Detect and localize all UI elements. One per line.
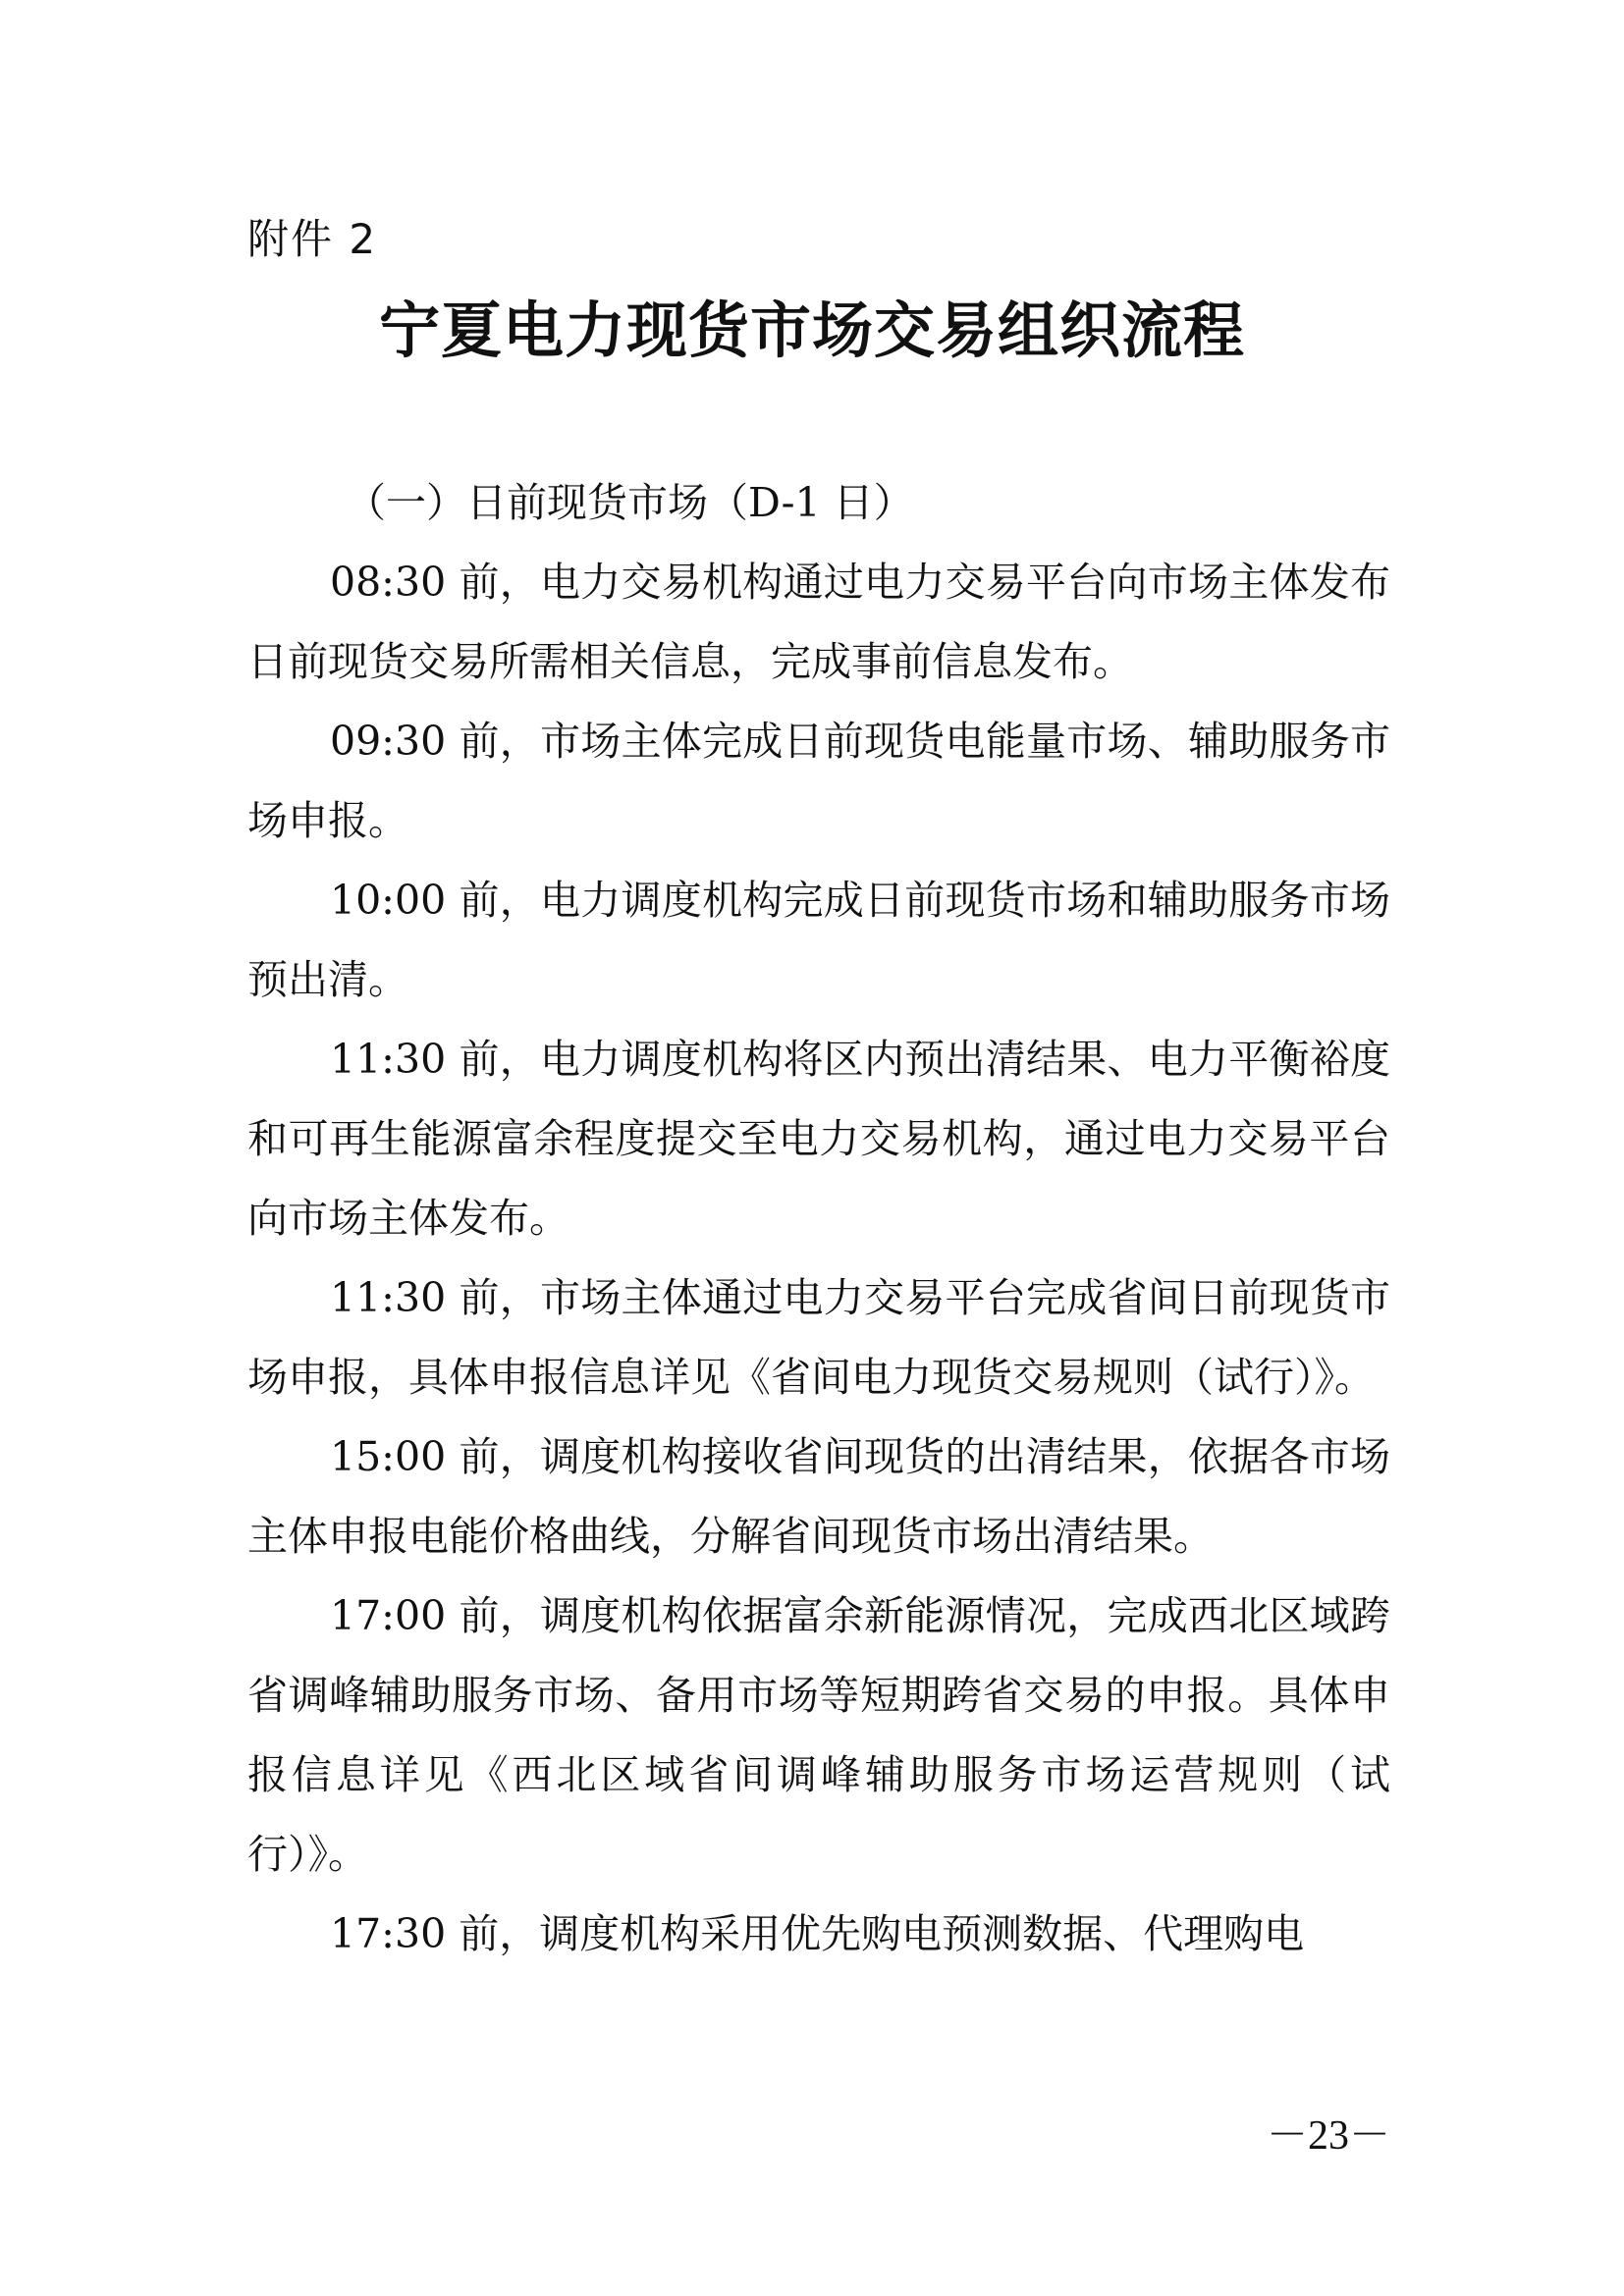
document-body xyxy=(247,463,1390,1974)
paragraph: 11:30 前，市场主体通过电力交易平台完成省间日前现货市场申报，具体申报信息详见《省间电力现货交易规则（试行）》。 xyxy=(247,1274,1390,1401)
paragraph: 09:30 前，市场主体完成日前现货电能量市场、辅助服务市场申报。 xyxy=(247,718,1390,844)
paragraph: 15:00 前，调度机构接收省间现货的出清结果，依据各市场主体申报电能价格曲线，分解省间现货市场出清结果。 xyxy=(247,1433,1390,1560)
document-title: 宁夏电力现货市场交易组织流程 xyxy=(378,294,1245,366)
page-number: －23－ xyxy=(1267,2113,1391,2159)
paragraph: 08:30 前，电力交易机构通过电力交易平台向市场主体发布日前现货交易所需相关信息，完成事前信息发布。 xyxy=(247,559,1390,685)
attachment-label: 附件 2 xyxy=(247,215,378,263)
paragraph: 10:00 前，电力调度机构完成日前现货市场和辅助服务市场预出清。 xyxy=(247,877,1390,1003)
paragraph: 17:00 前，调度机构依据富余新能源情况，完成西北区域跨省调峰辅助服务市场、备用市场等短期跨省交易的申报。具体申报信息详见《西北区域省间调峰辅助服务市场运营规则（试行）》。 xyxy=(247,1592,1390,1878)
section-heading: （一）日前现货市场（D-1 日） xyxy=(346,479,914,526)
paragraph: 11:30 前，电力调度机构将区内预出清结果、电力平衡裕度和可再生能源富余程度提交至电力交易机构，通过电力交易平台向市场主体发布。 xyxy=(247,1036,1390,1242)
paragraph: 17:30 前，调度机构采用优先购电预测数据、代理购电 xyxy=(330,1910,1305,1957)
